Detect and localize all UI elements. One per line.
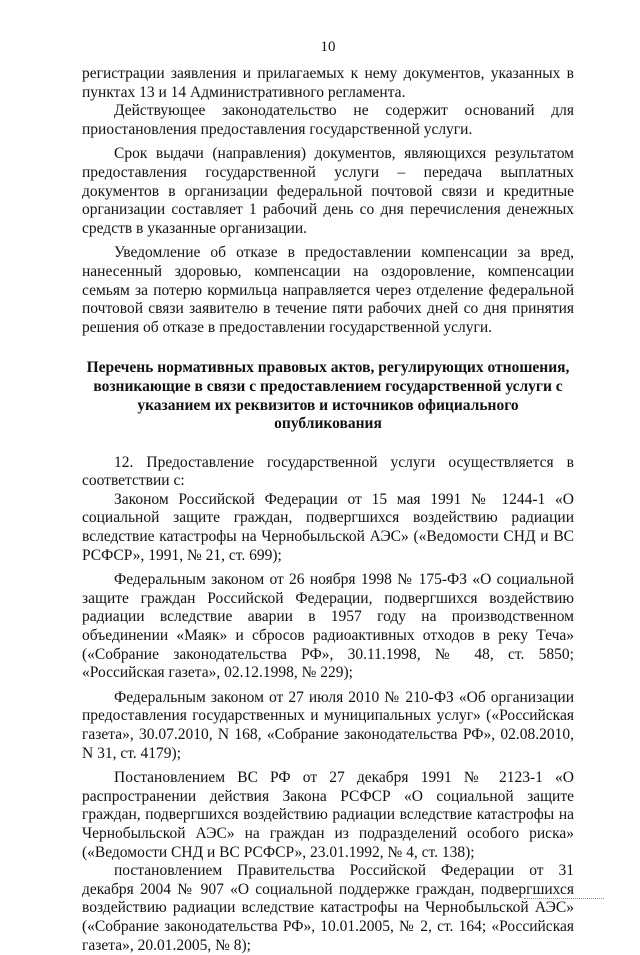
refusal-notice-paragraph: Уведомление об отказе в предоставлении компенсации за вред, нанесенный здоровью, компенсации на оздоровление, компенсации семьям за потерю кормильца направляется через отделение федеральной почтовой связи заявителю в течение пяти рабочих дней со дня принятия решения об отказе в предоставлении государственной услуги. (82, 244, 574, 336)
continuation-paragraph: регистрации заявления и прилагаемых к нему документов, указанных в пунктах 13 и 14 Административного регламента. (82, 65, 574, 101)
law-item-mayak: Федеральным законом от 26 ноября 1998 № 175-ФЗ «О социальной защите граждан Российской Федерации, подвергшихся воздействию радиации вследствие аварии в 1957 году на производственном объединении «Маяк» и сбросов радиоактивных отходов в реку Теча» («Собрание законодательства РФ», 30.11.1998, № 48, ст. 5850; «Российская газета», 02.12.1998, № 229); (82, 571, 574, 682)
law-item-210fz: Федеральным законом от 27 июля 2010 № 210-ФЗ «Об организации предоставления государственных и муниципальных услуг» («Российская газета», 30.07.2010, N 168, «Собрание законодательства РФ», 02.08.2010, N 31, ст. 4179); (82, 688, 574, 762)
list-intro-paragraph: 12. Предоставление государственной услуги осуществляется в соответствии с: (82, 453, 574, 490)
scan-artifact-line (524, 898, 604, 901)
section-heading: Перечень нормативных правовых актов, регулирующих отношения, возникающие в связи с предоставлением государственной услуги с указанием их реквизитов и источников официального опубликования (86, 359, 570, 433)
law-item-government-decree: постановлением Правительства Российской Федерации от 31 декабря 2004 № 907 «О социальной поддержке граждан, подвергшихся воздействию радиации вследствие катастрофы на Чернобыльской АЭС» («Собрание законодательства РФ», 10.01.2005, № 2, ст. 164; «Российская газета», 20.01.2005, № 8); (82, 862, 574, 954)
law-item-special-risk: Постановлением ВС РФ от 27 декабря 1991 № 2123-1 «О распространении действия Закона РСФСР «О социальной защите граждан, подвергшихся воздействию радиации вследствие катастрофы на Чернобыльской АЭС» на граждан из подразделений особого риска» («Ведомости СНД и ВС РСФСР», 23.01.1992, № 4, ст. 138); (82, 769, 574, 861)
page-number: 10 (320, 39, 336, 55)
no-suspension-paragraph: Действующее законодательство не содержит оснований для приостановления предоставления государственной услуги. (82, 102, 574, 138)
issuance-term-paragraph: Срок выдачи (направления) документов, являющихся результатом предоставления государственной услуги – передача выплатных документов в организации федеральной почтовой связи и кредитные организации составляет 1 рабочий день со дня перечисления денежных средств в указанные организации. (82, 145, 574, 237)
law-item-chernobyl: Законом Российской Федерации от 15 мая 1991 № 1244-1 «О социальной защите граждан, подвергшихся воздействию радиации вследствие катастрофы на Чернобыльской АЭС» («Ведомости СНД и ВС РСФСР», 1991, № 21, ст. 699); (82, 490, 574, 564)
